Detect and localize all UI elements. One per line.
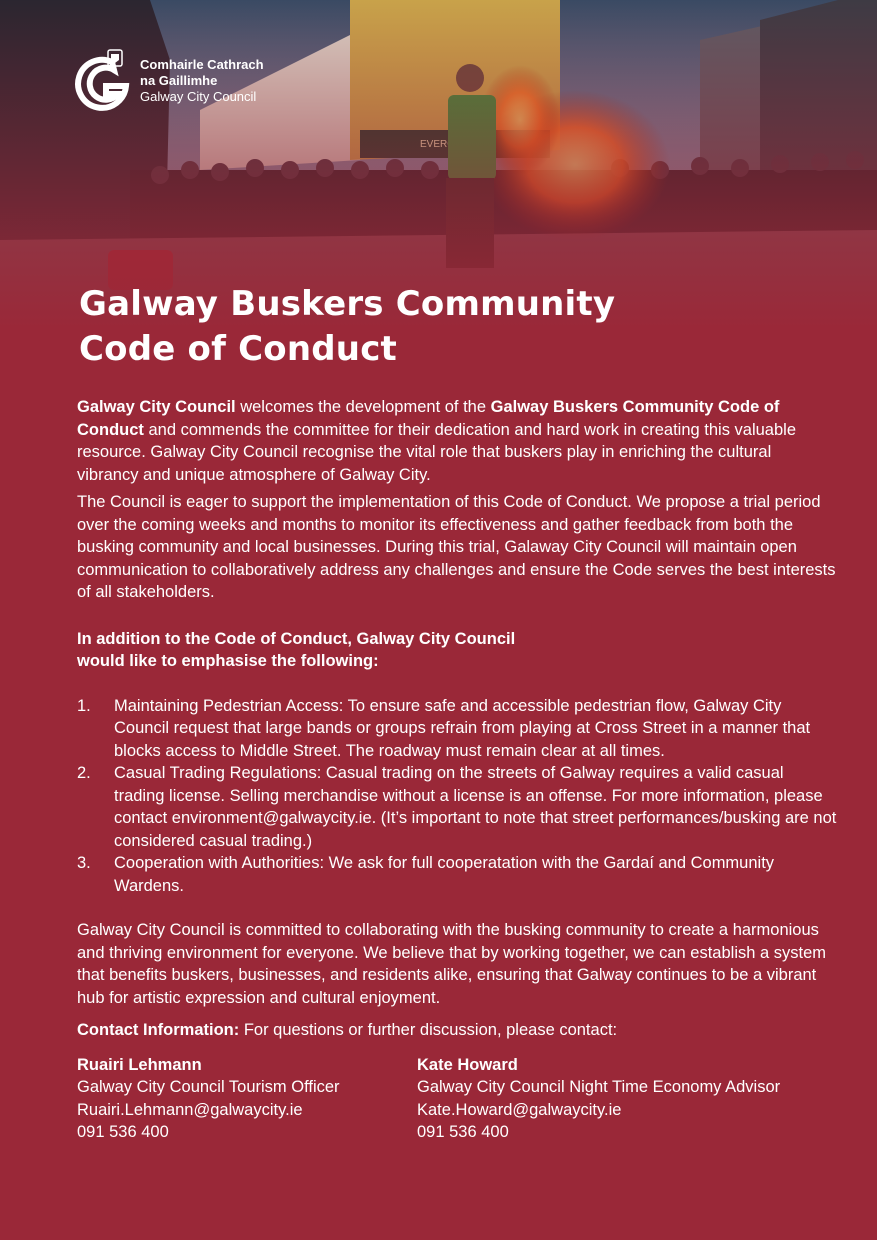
contacts-section bbox=[77, 1054, 837, 1144]
emphasis-line-2: would like to emphasise the following: bbox=[77, 652, 379, 670]
list-item-number: 2. bbox=[77, 764, 91, 782]
contact-email[interactable]: Ruairi.Lehmann@galwaycity.ie bbox=[77, 1100, 303, 1119]
contact-role: Galway City Council Night Time Economy Advisor bbox=[417, 1078, 781, 1096]
list-item-number: 1. bbox=[77, 696, 91, 715]
contact-info-line bbox=[77, 1019, 837, 1042]
list-item-number: 3. bbox=[77, 854, 91, 872]
intro-paragraph bbox=[77, 396, 837, 486]
list-item-text: Maintaining Pedestrian Access: To ensure safe and accessible pedestrian flow, Galway City Council request that large bands or groups refrain from playing at Cross Street in a manner that blocks access to Middle Street. The roadway must remain clear at all times. bbox=[114, 696, 811, 760]
council-logo bbox=[68, 48, 264, 114]
title-line-1: Galway Buskers Community bbox=[79, 284, 616, 324]
emphasis-heading bbox=[77, 628, 837, 673]
logo-line-3: Galway City Council bbox=[140, 89, 257, 104]
title-line-2: Code of Conduct bbox=[79, 329, 397, 369]
intro-text-1: welcomes the development of the bbox=[235, 398, 491, 416]
contact-phone: 091 536 400 bbox=[77, 1123, 169, 1141]
galway-g-logo-icon bbox=[68, 48, 134, 114]
contact-email[interactable]: Kate.Howard@galwaycity.ie bbox=[417, 1100, 622, 1119]
contact-info-label: Contact Information: bbox=[77, 1021, 240, 1039]
logo-line-2: na Gaillimhe bbox=[140, 73, 218, 88]
contact-name: Ruairi Lehmann bbox=[77, 1055, 202, 1074]
list-item bbox=[77, 762, 837, 852]
logo-line-1: Comhairle Cathrach bbox=[140, 57, 264, 72]
list-item bbox=[77, 695, 837, 763]
intro-bold-2: Galway Buskers Community Code of Conduct bbox=[77, 398, 780, 439]
intro-bold-1: Galway City Council bbox=[77, 398, 236, 416]
list-item-text: Cooperation with Authorities: We ask for full cooperatation with the Gardaí and Community Wardens. bbox=[114, 854, 775, 895]
contact-name: Kate Howard bbox=[417, 1055, 518, 1074]
closing-paragraph: Galway City Council is committed to collaborating with the busking community to create a harmonious and thriving environment for everyone. We believe that by working together, we can establish a system that benefits buskers, businesses, and residents alike, ensuring that Galway continues to be a vibrant hub for artistic expression and cultural enjoyment. bbox=[77, 921, 827, 1007]
contact-role: Galway City Council Tourism Officer bbox=[77, 1078, 340, 1096]
contact-phone: 091 536 400 bbox=[417, 1123, 509, 1141]
list-item-text: Casual Trading Regulations: Casual trading on the streets of Galway requires a valid casual trading license. Selling merchandise without a license is an offense. For more information, please contact environment@galwaycity.ie. (It’s important to note that street performances/busking are not considered casual trading.) bbox=[114, 764, 837, 850]
contact-card bbox=[77, 1054, 417, 1144]
document-body bbox=[77, 396, 837, 1144]
contact-info-text: For questions or further discussion, please contact: bbox=[239, 1021, 618, 1039]
emphasis-line-1: In addition to the Code of Conduct, Galway City Council bbox=[77, 629, 516, 648]
trial-paragraph: The Council is eager to support the implementation of this Code of Conduct. We propose a trial period over the coming weeks and months to monitor its effectiveness and gather feedback from both the busking community and local businesses. During this trial, Galaway City Council will maintain open communication to collaboratively address any challenges and ensure the Code serves the best interests of all stakeholders. bbox=[77, 493, 836, 601]
contact-card bbox=[417, 1054, 780, 1144]
intro-text-2: and commends the committee for their dedication and hard work in creating this valuable resource. Galway City Council recognise the vital role that buskers play in enriching the cultural vibrancy and unique atmosphere of Galway City. bbox=[77, 420, 797, 484]
page-title bbox=[79, 282, 615, 372]
points-list bbox=[77, 695, 837, 898]
list-item bbox=[77, 852, 837, 897]
